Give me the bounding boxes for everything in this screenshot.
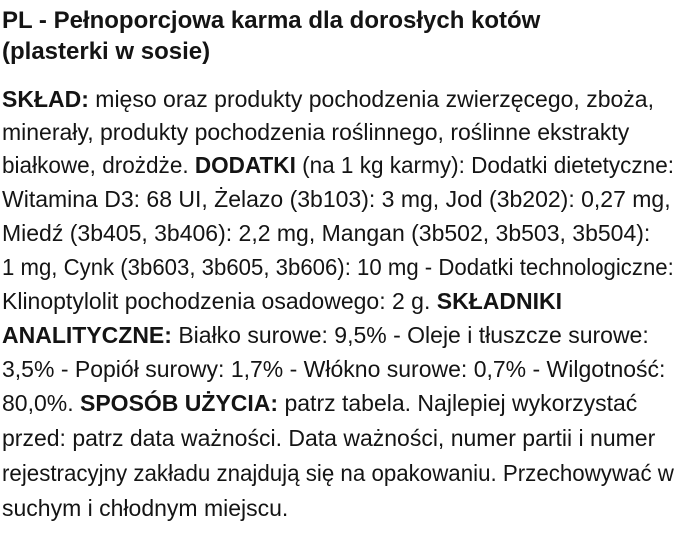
text-line-3	[2, 150, 674, 180]
text-line-7	[2, 286, 562, 316]
analytical-text-3: 80,0%.	[2, 390, 80, 416]
text-line-13	[2, 493, 288, 523]
usage-text-4: suchym i chłodnym miejscu.	[2, 495, 289, 521]
title-text-2: (plasterki w sosie)	[2, 38, 211, 65]
text-line-1	[2, 84, 654, 114]
text-line-10	[2, 388, 637, 418]
additives-text-2: Witamina D3: 68 UI, Żelazo (3b103): 3 mg, Jod (3b202): 0,27 mg,	[2, 186, 671, 212]
usage-heading: SPOSÓB UŻYCIA:	[80, 390, 279, 416]
additives-text-1: (na 1 kg karmy): Dodatki dietetyczne:	[295, 152, 675, 178]
text-line-11	[2, 423, 655, 453]
title-line-1	[2, 6, 540, 36]
text-line-2	[2, 117, 629, 147]
composition-text-1: mięso oraz produkty pochodzenia zwierzęcego, zboża,	[88, 86, 654, 112]
text-line-5	[2, 218, 650, 248]
analytical-heading-2: ANALITYCZNE:	[2, 322, 172, 348]
usage-text-1: patrz tabela. Najlepiej wykorzystać	[278, 390, 638, 416]
composition-text-2: minerały, produkty pochodzenia roślinnego, roślinne ekstrakty	[2, 119, 630, 145]
analytical-text-2: 3,5% - Popiół surowy: 1,7% - Włókno surowe: 0,7% - Wilgotność:	[2, 356, 666, 382]
title-line-2	[2, 37, 210, 67]
composition-text-3: białkowe, drożdże.	[2, 152, 195, 178]
text-line-8	[2, 320, 649, 350]
text-line-6	[2, 252, 674, 282]
additives-heading: DODATKI	[194, 152, 296, 178]
additives-text-3: Miedź (3b405, 3b406): 2,2 mg, Mangan (3b502, 3b503, 3b504):	[2, 220, 651, 246]
usage-text-3: rejestracyjny zakładu znajdują się na opakowaniu. Przechowywać w	[2, 460, 674, 486]
analytical-text-1: Białko surowe: 9,5% - Oleje i tłuszcze surowe:	[171, 322, 649, 348]
title-text-1: PL - Pełnoporcjowa karma dla dorosłych kotów	[2, 7, 541, 34]
additives-text-4: 1 mg, Cynk (3b603, 3b605, 3b606): 10 mg - Dodatki technologiczne:	[2, 254, 674, 280]
text-line-4	[2, 184, 671, 214]
text-line-12	[2, 458, 674, 488]
composition-heading: SKŁAD:	[2, 86, 89, 112]
analytical-heading-1: SKŁADNIKI	[436, 288, 562, 314]
usage-text-2: przed: patrz data ważności. Data ważności, numer partii i numer	[2, 425, 656, 451]
text-line-9	[2, 354, 665, 384]
additives-text-5: Klinoptylolit pochodzenia osadowego: 2 g.	[2, 288, 437, 314]
